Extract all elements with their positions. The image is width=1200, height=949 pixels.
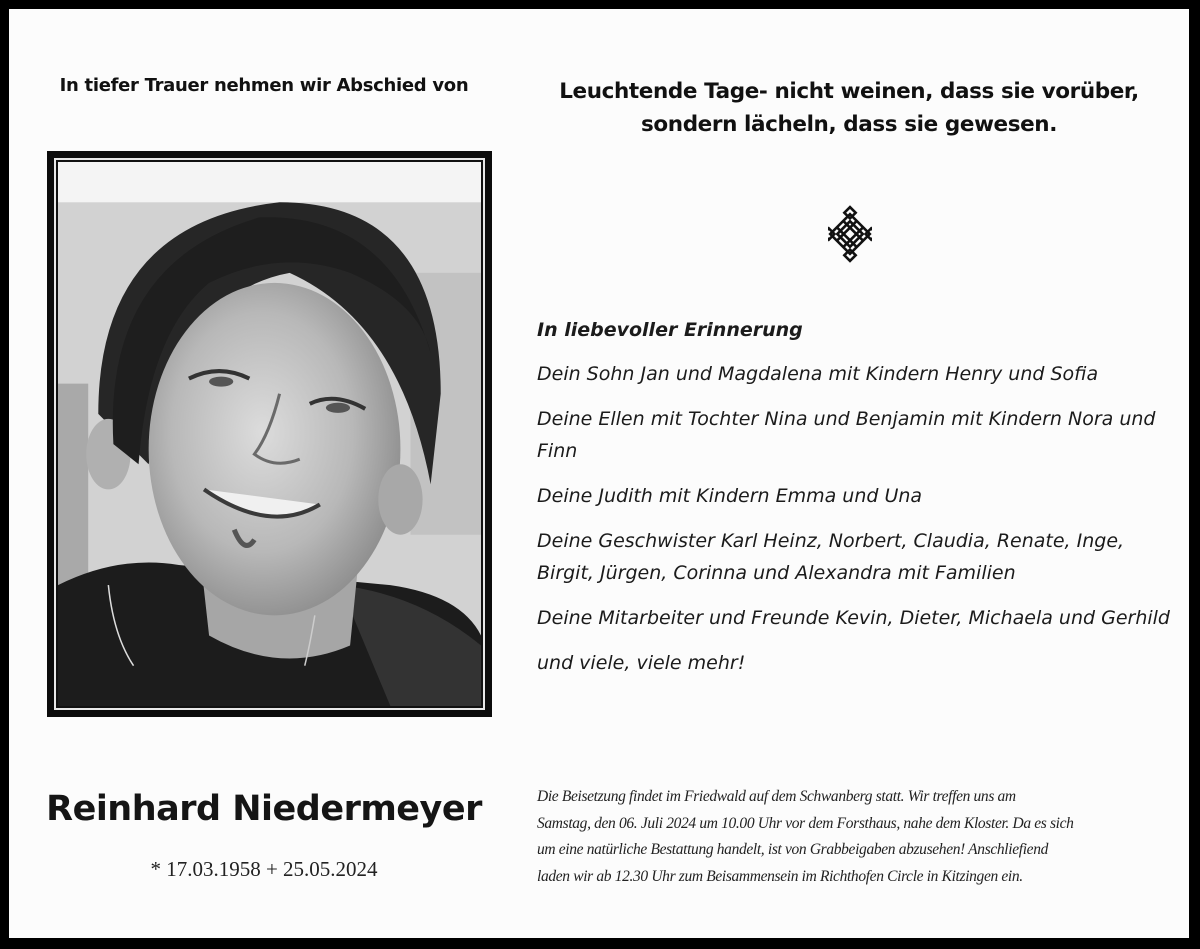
deceased-name: Reinhard Niedermeyer xyxy=(46,789,482,829)
mourner-entry: Deine Mitarbeiter und Freunde Kevin, Dieter, Michaela und Gerhild xyxy=(537,607,1170,629)
memory-heading: In liebevoller Erinnerung xyxy=(537,319,803,341)
intro-text: In tiefer Trauer nehmen wir Abschied von xyxy=(59,75,469,96)
mourner-entry: Deine Judith mit Kindern Emma und Una xyxy=(537,485,923,507)
mourner-entry: und viele, viele mehr! xyxy=(537,652,746,674)
mourner-entry: Deine Geschwister Karl Heinz, Norbert, Claudia, Renate, Inge, Birgit, Jürgen, Corinna und Alexandra mit Familien xyxy=(537,530,1125,584)
funeral-notice xyxy=(537,784,1177,890)
notice-line: um eine natürliche Bestattung handelt, ist von Grabbeigaben abzusehen! Anschliefiend xyxy=(537,841,1048,858)
quote-line: Leuchtende Tage- nicht weinen, dass sie vorüber, xyxy=(559,79,1139,104)
memory-section xyxy=(537,315,1177,692)
notice-line: Samstag, den 06. Juli 2024 um 10.00 Uhr vor dem Forsthaus, nahe dem Kloster. Da es sich xyxy=(537,814,1074,832)
notice-line: laden wir ab 12.30 Uhr zum Beisammensein im Richthofen Circle in Kitzingen ein. xyxy=(537,867,1023,885)
endless-knot-icon xyxy=(828,204,872,264)
memorial-quote xyxy=(549,75,1149,141)
obituary-card xyxy=(9,9,1189,938)
portrait-photo xyxy=(58,162,481,706)
portrait-frame xyxy=(47,151,492,717)
life-dates: * 17.03.1958 + 25.05.2024 xyxy=(150,857,378,881)
portrait-image xyxy=(58,162,481,706)
quote-line: sondern lächeln, dass sie gewesen. xyxy=(641,112,1057,137)
notice-line: Die Beisetzung findet im Friedwald auf dem Schwanberg statt. Wir treffen uns am xyxy=(537,788,1016,805)
mourner-entry: Dein Sohn Jan und Magdalena mit Kindern Henry und Sofia xyxy=(537,363,1099,385)
mourner-entry: Deine Ellen mit Tochter Nina und Benjamin mit Kindern Nora und Finn xyxy=(537,408,1156,462)
